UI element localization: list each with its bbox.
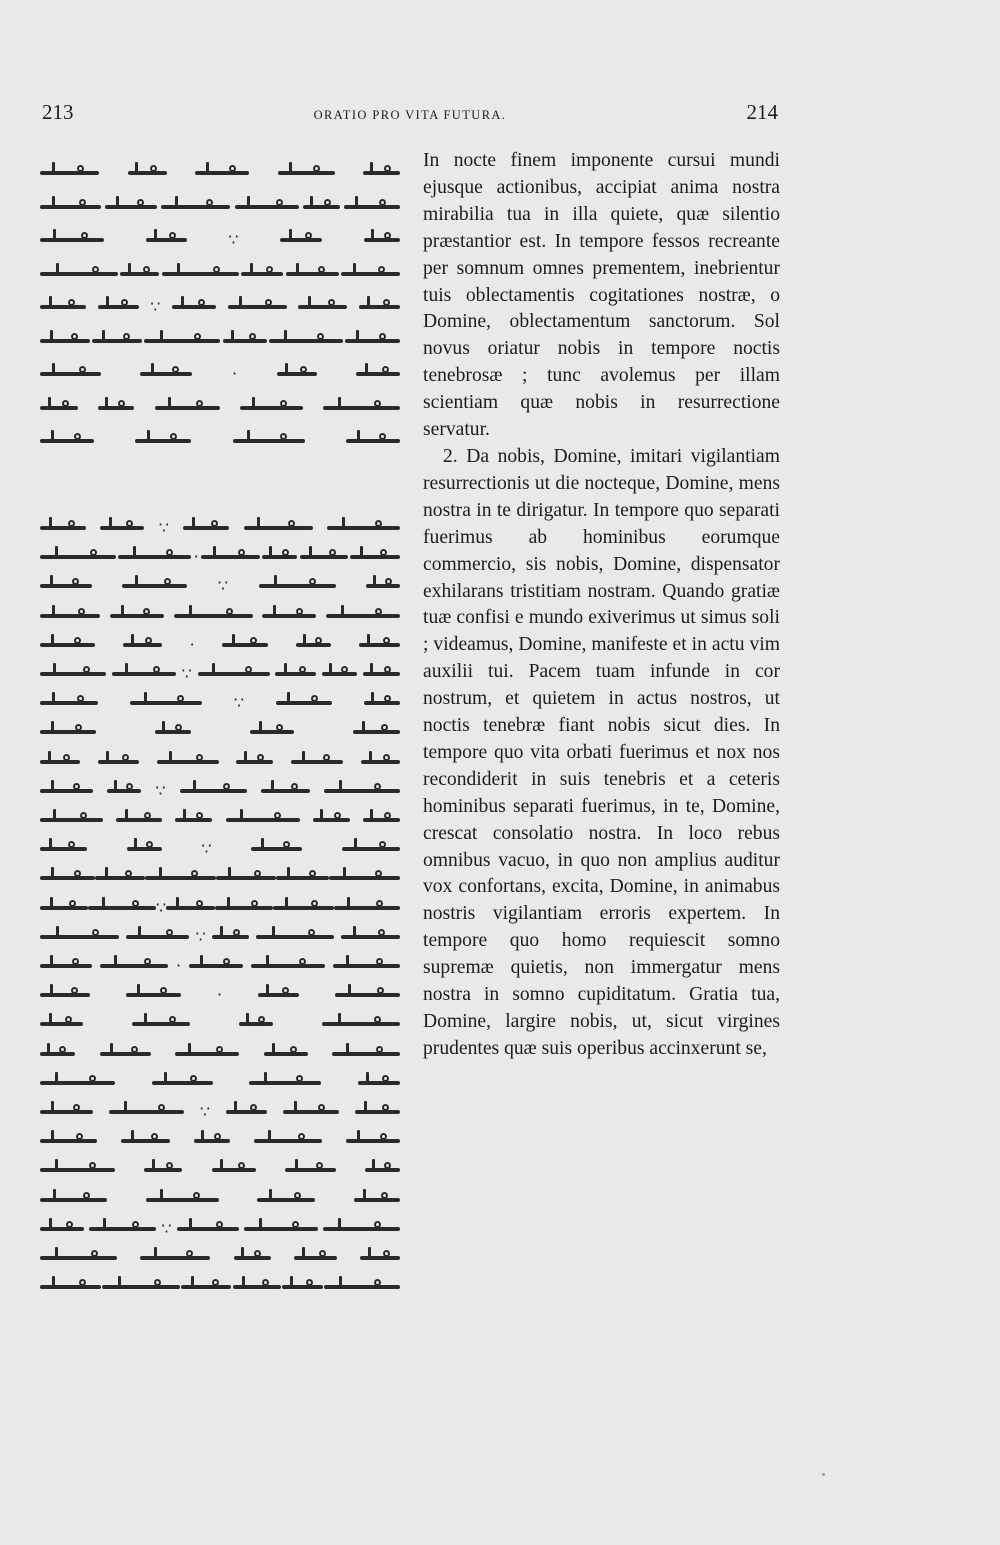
syriac-word: [354, 1198, 400, 1202]
syriac-word: [333, 964, 400, 968]
latin-paragraph-1: In nocte finem imponente cursui mundi ejusque actionibus, accipiat anima nostra mirabilia tua in illa quiete, quæ silentio præstantior est. In tempore fessos recreante per somnum omnes prementem, inebrientur tuis oblectamentis cogitationes nostræ, o Domine, oblectamentum sanctorum. Sol novus oriatur nobis in tempore noctis tenebrosæ ; tunc avolemus per illam scientiam quæ nobis in resurrectione servatur.: [423, 150, 780, 441]
syriac-word: [180, 789, 247, 793]
syriac-word: [244, 526, 313, 530]
syriac-punctuation: ∵: [181, 664, 192, 683]
syriac-word: [130, 701, 202, 705]
syriac-word: [291, 760, 343, 764]
syriac-word: [40, 993, 90, 997]
syriac-word: [40, 205, 101, 209]
syriac-word: [175, 818, 212, 822]
syriac-word: [40, 1110, 93, 1114]
syriac-word: [157, 760, 219, 764]
syriac-word: [40, 406, 78, 410]
syriac-word: [341, 272, 400, 276]
syriac-word: [234, 1256, 271, 1260]
syriac-word: [223, 339, 267, 343]
syriac-line: [40, 1247, 400, 1269]
syriac-word: [127, 847, 162, 851]
latin-text-column: [423, 148, 780, 1063]
syriac-word: [283, 1110, 339, 1114]
syriac-word: [155, 730, 191, 734]
syriac-line: [40, 397, 400, 419]
syriac-word: [161, 205, 230, 209]
syriac-word: [189, 964, 243, 968]
syriac-word: [364, 238, 400, 242]
syriac-word: [313, 818, 350, 822]
syriac-punctuation: ·: [193, 547, 199, 567]
syriac-word: [40, 614, 100, 618]
syriac-word: [40, 964, 92, 968]
syriac-line: [40, 838, 400, 860]
syriac-word: [277, 372, 317, 376]
syriac-word: [40, 1139, 97, 1143]
syriac-word: [175, 1052, 239, 1056]
syriac-line: [40, 692, 400, 714]
syriac-word: [40, 1256, 117, 1260]
syriac-punctuation: ∵: [155, 780, 166, 800]
syriac-punctuation: ∵: [195, 926, 206, 946]
syriac-word: [40, 789, 93, 793]
syriac-word: [261, 789, 310, 793]
syriac-word: [146, 238, 187, 242]
syriac-word: [40, 1227, 84, 1231]
syriac-punctuation: ∵: [156, 897, 167, 917]
syriac-word: [89, 1227, 156, 1231]
syriac-word: [296, 643, 331, 647]
syriac-word: [276, 701, 332, 705]
syriac-word: [212, 935, 249, 939]
syriac-line: [40, 1043, 400, 1065]
syriac-word: [226, 1110, 267, 1114]
syriac-word: [116, 818, 162, 822]
syriac-word: [40, 818, 103, 822]
syriac-line: [40, 1072, 400, 1094]
syriac-line: [40, 605, 400, 627]
syriac-word: [226, 818, 300, 822]
syriac-word: [40, 584, 92, 588]
syriac-word: [121, 1139, 170, 1143]
syriac-word: [256, 935, 334, 939]
syriac-word: [285, 1168, 336, 1172]
syriac-word: [201, 555, 260, 559]
syriac-word: [120, 272, 159, 276]
syriac-word: [40, 760, 80, 764]
syriac-word: [40, 171, 99, 175]
syriac-word: [135, 439, 191, 443]
syriac-word: [286, 272, 339, 276]
syriac-line: [40, 721, 400, 743]
syriac-line: [40, 162, 400, 184]
syriac-line: [40, 1276, 400, 1298]
syriac-punctuation: ∵: [158, 518, 169, 537]
page-number-right: 214: [746, 100, 778, 124]
syriac-line: [40, 751, 400, 773]
syriac-word: [342, 847, 400, 851]
syriac-word: [251, 847, 302, 851]
syriac-punctuation: ∵: [161, 1218, 172, 1238]
syriac-word: [324, 1285, 400, 1289]
syriac-line: [40, 296, 400, 318]
syriac-word: [100, 1052, 151, 1056]
syriac-word: [363, 672, 400, 676]
syriac-word: [358, 1081, 400, 1085]
syriac-word: [324, 789, 400, 793]
syriac-word: [323, 1227, 400, 1231]
syriac-word: [100, 964, 168, 968]
syriac-word: [40, 643, 95, 647]
syriac-word: [250, 730, 294, 734]
syriac-word: [364, 701, 400, 705]
syriac-word: [146, 1198, 219, 1202]
syriac-line: [40, 517, 400, 539]
syriac-word: [40, 672, 106, 676]
syriac-punctuation: ·: [216, 985, 223, 1005]
syriac-word: [174, 614, 253, 618]
syriac-word: [126, 993, 181, 997]
syriac-word: [344, 205, 400, 209]
syriac-line: [40, 1189, 400, 1211]
syriac-word: [194, 1139, 230, 1143]
paper-speck: [822, 1473, 825, 1476]
syriac-word: [346, 1139, 400, 1143]
syriac-line: [40, 955, 400, 977]
syriac-punctuation: ∵: [233, 693, 245, 713]
syriac-word: [40, 555, 116, 559]
syriac-word: [40, 372, 101, 376]
syriac-word: [98, 760, 139, 764]
syriac-punctuation: ·: [189, 634, 195, 654]
syriac-word: [181, 1285, 231, 1289]
syriac-word: [303, 205, 340, 209]
syriac-word: [264, 1052, 308, 1056]
syriac-word: [162, 272, 239, 276]
syriac-word: [366, 584, 400, 588]
syriac-word: [144, 339, 220, 343]
syriac-line: [40, 1159, 400, 1181]
syriac-line: [40, 984, 400, 1006]
syriac-word: [233, 1285, 281, 1289]
syriac-word: [359, 643, 400, 647]
syriac-word: [276, 876, 329, 880]
syriac-word: [112, 672, 176, 676]
syriac-word: [359, 305, 400, 309]
syriac-word: [102, 1285, 180, 1289]
syriac-word: [298, 305, 347, 309]
syriac-word: [195, 171, 249, 175]
syriac-word: [177, 1227, 239, 1231]
syriac-word: [240, 406, 303, 410]
syriac-word: [350, 555, 400, 559]
syriac-word: [262, 614, 316, 618]
syriac-line: [40, 1013, 400, 1035]
syriac-word: [353, 730, 400, 734]
syriac-word: [118, 555, 191, 559]
syriac-word: [105, 205, 157, 209]
syriac-line: [40, 575, 400, 597]
syriac-word: [329, 876, 400, 880]
syriac-word: [92, 339, 142, 343]
syriac-word: [262, 555, 297, 559]
syriac-word: [172, 305, 216, 309]
syriac-word: [323, 406, 400, 410]
syriac-line: [40, 867, 400, 889]
syriac-word: [40, 439, 94, 443]
syriac-word: [166, 906, 215, 910]
syriac-line: [40, 546, 400, 568]
syriac-word: [282, 1285, 323, 1289]
syriac-word: [145, 876, 216, 880]
syriac-word: [110, 614, 164, 618]
syriac-word: [198, 672, 270, 676]
syriac-line: [40, 634, 400, 656]
bleed-through-marginal-note: [848, 808, 855, 818]
syriac-punctuation: ∵: [150, 297, 161, 316]
syriac-word: [183, 526, 229, 530]
syriac-punctuation: ∵: [217, 576, 229, 596]
syriac-word: [346, 439, 400, 443]
latin-paragraph-2: 2. Da nobis, Domine, imitari vigilantiam resurrectionis ut die nocteque, Domine, mens nostra in te dirigatur. In tempore quo separati fuerimus ab hominibus eorumque commercio, sis nobis, Domine, dispensator exhilarans tristitiam nostram. Quando gratiæ tuæ confisi e mundo exiverimus ut simus soli ; videamus, Domine, manifeste et in actu vim auxilii tui. Pacem tuam infunde in cor nostrum, et quietem in actus nostros, ut noctis tenebræ fiant nobis sicut dies. In tempore quo vita orbati fuerimus et nox nos recondiderit in suis tenebris et a ceteris hominibus separati fuerimus, in te, Domine, crescat consolatio nostra. In loco rebus omnibus vacuo, in quo non amplius auditur vox confortans, excita, Domine, in animabus nostris vigilantiam erroris expertem. In tempore quo homo requiescit somno supremæ quietis, non immergatur mens nostra in somno cupiditatum. Gratia tua, Domine, largire nobis, ut, sicut virgines prudentes quæ suis operibus accinxerunt se,: [423, 445, 780, 1059]
syriac-word: [40, 906, 88, 910]
syriac-line: [40, 1218, 400, 1240]
syriac-word: [40, 1052, 75, 1056]
syriac-word: [212, 1168, 256, 1172]
syriac-word: [40, 272, 118, 276]
syriac-punctuation: ∵: [201, 839, 212, 859]
syriac-word: [40, 339, 90, 343]
syriac-word: [233, 439, 305, 443]
syriac-word: [40, 847, 87, 851]
syriac-word: [363, 818, 400, 822]
syriac-line: [40, 330, 400, 352]
syriac-word: [334, 906, 400, 910]
syriac-word: [241, 272, 283, 276]
syriac-word: [123, 643, 162, 647]
syriac-text-column: [40, 152, 400, 1322]
syriac-line: [40, 430, 400, 452]
syriac-word: [40, 1285, 101, 1289]
syriac-word: [239, 1022, 273, 1026]
syriac-word: [132, 1022, 190, 1026]
syriac-word: [300, 555, 348, 559]
syriac-punctuation: ∵: [228, 230, 239, 249]
syriac-word: [40, 1168, 115, 1172]
syriac-word: [98, 406, 134, 410]
syriac-word: [215, 906, 273, 910]
syriac-word: [365, 1168, 400, 1172]
page-number-left: 213: [42, 100, 74, 124]
syriac-word: [40, 730, 96, 734]
syriac-word: [228, 305, 287, 309]
syriac-word: [235, 205, 299, 209]
syriac-word: [216, 876, 276, 880]
syriac-word: [128, 171, 167, 175]
syriac-line: [40, 229, 400, 251]
syriac-line: [40, 196, 400, 218]
syriac-line: [40, 663, 400, 685]
syriac-word: [355, 1110, 400, 1114]
syriac-word: [98, 305, 139, 309]
syriac-word: [327, 526, 400, 530]
syriac-word: [40, 1198, 107, 1202]
syriac-word: [258, 993, 299, 997]
syriac-line: [40, 780, 400, 802]
syriac-word: [140, 1256, 210, 1260]
syriac-word: [95, 876, 145, 880]
syriac-word: [100, 526, 144, 530]
syriac-word: [222, 643, 268, 647]
syriac-word: [326, 614, 400, 618]
syriac-word: [40, 305, 86, 309]
syriac-line: [40, 1130, 400, 1152]
syriac-word: [294, 1256, 337, 1260]
syriac-word: [269, 339, 343, 343]
syriac-punctuation: ·: [175, 956, 182, 975]
syriac-word: [40, 701, 98, 705]
syriac-word: [107, 789, 141, 793]
syriac-word: [363, 171, 400, 175]
syriac-line: [40, 263, 400, 285]
syriac-word: [40, 935, 119, 939]
syriac-word: [280, 238, 322, 242]
syriac-word: [360, 1256, 400, 1260]
syriac-word: [109, 1110, 184, 1114]
page-header: [42, 100, 778, 130]
syriac-word: [140, 372, 192, 376]
syriac-word: [335, 993, 400, 997]
running-title: ORATIO PRO VITA FUTURA.: [313, 108, 507, 122]
syriac-word: [278, 171, 335, 175]
syriac-line: [40, 809, 400, 831]
syriac-line: [40, 897, 400, 919]
syriac-line: [40, 1101, 400, 1123]
syriac-word: [122, 584, 187, 588]
syriac-line: [40, 363, 400, 385]
syriac-word: [40, 876, 95, 880]
syriac-word: [126, 935, 189, 939]
syriac-word: [152, 1081, 213, 1085]
syriac-word: [356, 372, 400, 376]
syriac-word: [40, 1022, 83, 1026]
syriac-word: [322, 672, 357, 676]
syriac-punctuation: ∵: [199, 1102, 211, 1121]
syriac-word: [88, 906, 156, 910]
syriac-word: [236, 760, 273, 764]
syriac-word: [40, 1081, 115, 1085]
syriac-word: [257, 1198, 315, 1202]
syriac-word: [40, 526, 86, 530]
syriac-punctuation: ·: [231, 364, 238, 383]
syriac-word: [275, 672, 316, 676]
syriac-word: [251, 964, 325, 968]
syriac-word: [273, 906, 334, 910]
syriac-word: [322, 1022, 400, 1026]
syriac-word: [341, 935, 400, 939]
syriac-word: [144, 1168, 182, 1172]
syriac-word: [361, 760, 400, 764]
syriac-word: [244, 1227, 318, 1231]
syriac-word: [332, 1052, 400, 1056]
syriac-word: [40, 238, 104, 242]
syriac-word: [345, 339, 400, 343]
syriac-line: [40, 926, 400, 948]
syriac-word: [259, 584, 336, 588]
syriac-word: [155, 406, 220, 410]
syriac-word: [249, 1081, 321, 1085]
syriac-word: [254, 1139, 322, 1143]
